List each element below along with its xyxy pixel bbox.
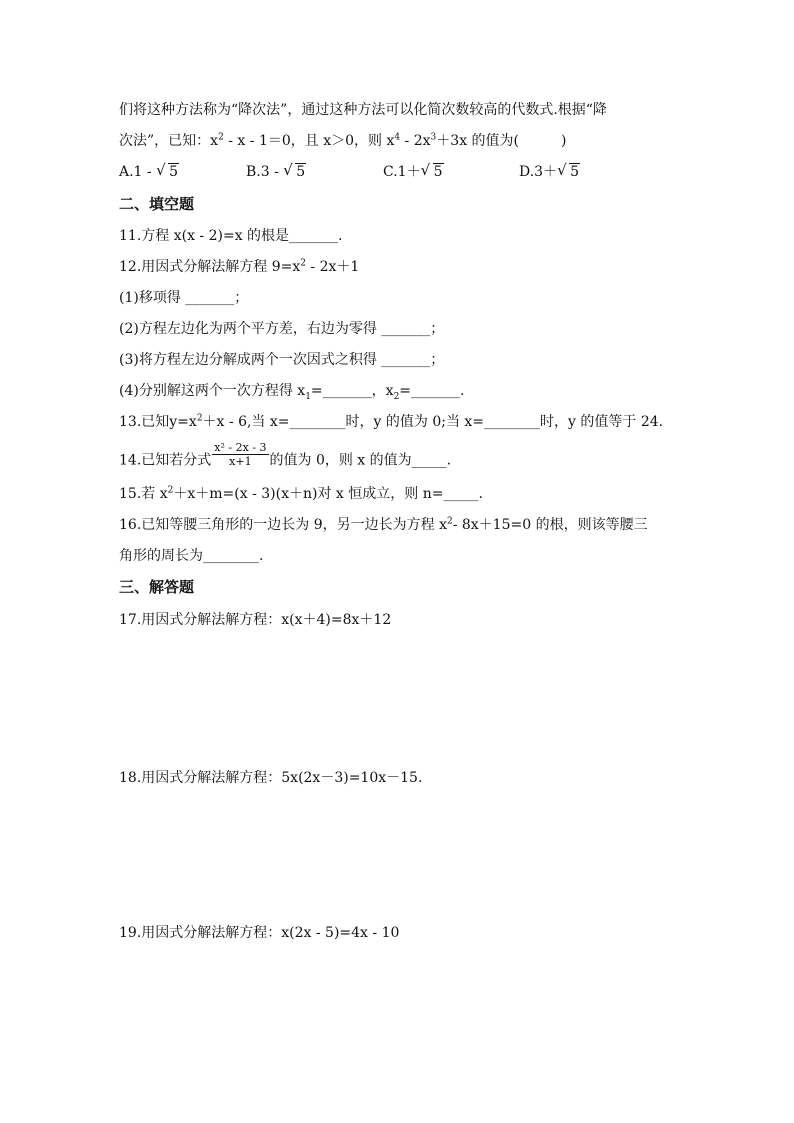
intro-text-1: 们将这种方法称为“降次法”，通过这种方法可以化简次数较高的代数式.根据“降 bbox=[119, 102, 607, 118]
q16-text-b: - 8x＋15=0 的根，则该等腰三 bbox=[452, 517, 648, 533]
question-16-line-2: 角形的周长为________. bbox=[119, 548, 264, 564]
intro-line-1 bbox=[119, 99, 704, 121]
fraction-denominator: x+1 bbox=[229, 455, 252, 468]
q13-text-a: 13.已知y=x bbox=[119, 414, 197, 430]
q12-text-b: - 2x＋1 bbox=[305, 259, 360, 275]
fraction bbox=[212, 441, 268, 468]
option-b[interactable] bbox=[246, 161, 306, 183]
intro-text-2g: ＋3x 的值为( ) bbox=[436, 133, 567, 149]
question-12-step-4 bbox=[119, 380, 704, 402]
sqrt-symbol: √ 5 bbox=[156, 161, 179, 180]
q14-text-a: 14.已知若分式 bbox=[119, 452, 212, 469]
question-14 bbox=[119, 441, 704, 474]
question-17: 17.用因式分解法解方程：x(x＋4)=8x＋12 bbox=[119, 612, 392, 628]
fraction-numerator: x² - 2x - 3 bbox=[214, 441, 267, 454]
section-heading-fill-in: 二、填空题 bbox=[119, 195, 195, 213]
q14-text-b: 的值为 0，则 x 的值为_____. bbox=[269, 452, 452, 469]
exponent: 2 bbox=[196, 413, 203, 424]
question-12-step-1: (1)移项得 _______； bbox=[119, 290, 249, 306]
q12-s4-text-b: =_______，x bbox=[310, 383, 394, 399]
question-19: 19.用因式分解法解方程：x(2x - 5)=4x - 10 bbox=[119, 925, 400, 941]
option-a[interactable] bbox=[119, 161, 179, 183]
radicand: 5 bbox=[433, 164, 443, 180]
question-12-title bbox=[119, 256, 704, 278]
intro-text-2e: - 2x bbox=[400, 133, 431, 149]
intro-text-2c: - x - 1＝0，且 x＞0，则 x bbox=[223, 133, 395, 149]
radicand: 5 bbox=[570, 164, 580, 180]
q12-text-a: 12.用因式分解法解方程 9=x bbox=[119, 259, 301, 275]
exponent: 3 bbox=[430, 132, 437, 143]
question-12-step-3: (3)将方程左边分解成两个一次因式之积得 _______； bbox=[119, 352, 445, 368]
question-13 bbox=[119, 411, 704, 433]
sqrt-symbol: √ 5 bbox=[557, 161, 580, 180]
q15-text-a: 15.若 x bbox=[119, 486, 168, 502]
intro-line-2 bbox=[119, 130, 704, 152]
sqrt-symbol: √ 5 bbox=[283, 161, 306, 180]
question-18: 18.用因式分解法解方程：5x(2x－3)=10x－15. bbox=[119, 770, 423, 786]
subscript: 1 bbox=[305, 391, 311, 402]
option-c[interactable] bbox=[383, 161, 444, 183]
exponent: 2 bbox=[218, 132, 224, 143]
radicand: 5 bbox=[169, 164, 179, 180]
sqrt-symbol: √ 5 bbox=[420, 161, 443, 180]
question-15 bbox=[119, 483, 704, 505]
exponent: 2 bbox=[300, 258, 306, 269]
question-12-step-2: (2)方程左边化为两个平方差，右边为零得 _______； bbox=[119, 321, 445, 337]
question-16-line-1 bbox=[119, 514, 704, 536]
exponent: 4 bbox=[394, 132, 401, 143]
exponent: 2 bbox=[446, 516, 453, 527]
option-d-text: D.3＋ bbox=[519, 164, 558, 180]
exponent: 2 bbox=[167, 485, 174, 496]
question-11: 11.方程 x(x - 2)=x 的根是_______. bbox=[119, 228, 343, 244]
intro-text-2a: 次法”，已知：x bbox=[119, 133, 219, 149]
q16-text-a: 16.已知等腰三角形的一边长为 9，另一边长为方程 x bbox=[119, 517, 447, 533]
q12-s4-text-a: (4)分别解这两个一次方程得 x bbox=[119, 383, 306, 399]
option-b-text: B.3 - bbox=[246, 164, 284, 180]
subscript: 2 bbox=[393, 391, 400, 402]
q15-text-b: ＋x＋m=(x - 3)(x＋n)对 x 恒成立，则 n=_____. bbox=[173, 486, 483, 502]
option-d[interactable] bbox=[519, 161, 580, 183]
radicand: 5 bbox=[296, 164, 306, 180]
q12-s4-text-c: =_______. bbox=[399, 383, 465, 399]
section-heading-solve: 三、解答题 bbox=[119, 578, 195, 596]
q13-text-b: ＋x - 6,当 x=________时，y 的值为 0;当 x=________时，y 的值等于 24. bbox=[202, 414, 664, 430]
option-c-text: C.1＋ bbox=[383, 164, 421, 180]
option-a-text: A.1 - bbox=[119, 164, 157, 180]
